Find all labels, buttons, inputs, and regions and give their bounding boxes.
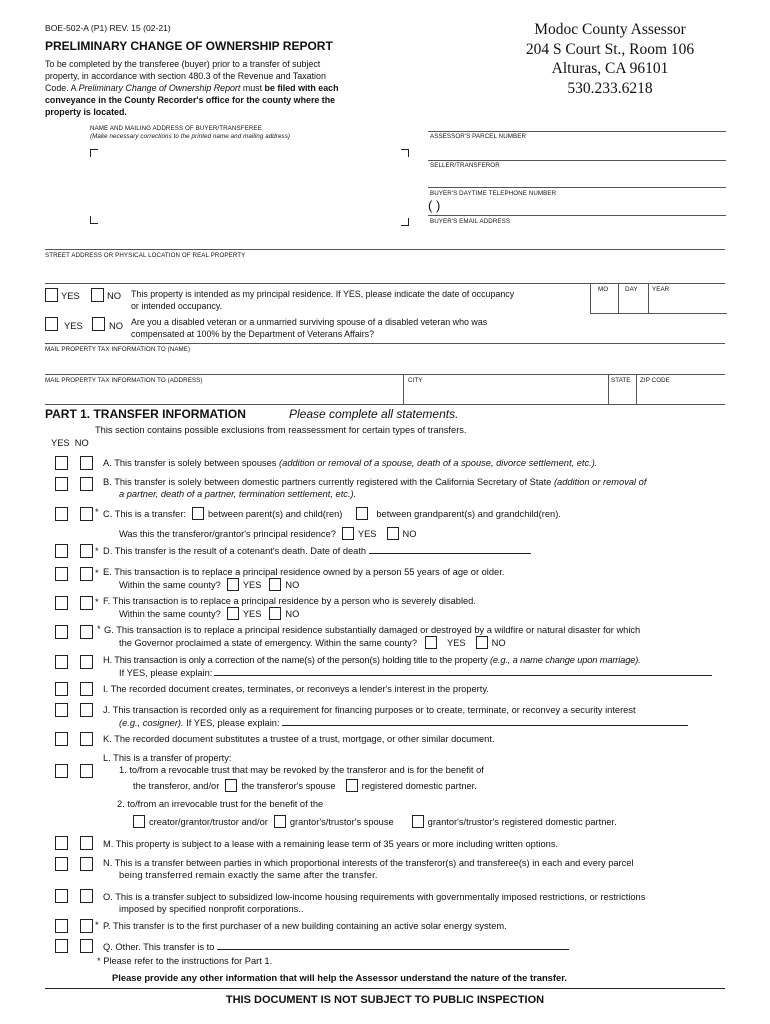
city-label: CITY [408, 377, 423, 384]
occupancy-year-field[interactable] [649, 293, 725, 311]
l2-creator-checkbox[interactable] [133, 815, 145, 828]
item-o: O. This is a transfer subject to subsidized low-income housing requirements with governmentally imposed restrictions, or restrictions imposed by specified nonprofit corporations.. [103, 892, 646, 914]
item-p-no-checkbox[interactable] [80, 919, 93, 933]
item-f-county-yes-checkbox[interactable] [227, 607, 239, 620]
item-p-yes-checkbox[interactable] [55, 919, 68, 933]
form-id: BOE-502-A (P1) REV. 15 (02-21) [45, 23, 171, 33]
parcel-label: ASSESSOR'S PARCEL NUMBER [430, 133, 527, 140]
assessor-city: Alturas, CA 96101 [551, 60, 669, 77]
footer-notice: THIS DOCUMENT IS NOT SUBJECT TO PUBLIC INSPECTION [225, 994, 545, 1006]
item-j-yes-checkbox[interactable] [55, 703, 68, 717]
item-l-no-checkbox[interactable] [80, 764, 93, 778]
item-i-yes-checkbox[interactable] [55, 682, 68, 696]
item-j: J. This transaction is recorded only as a requirement for financing purposes or to create, terminate, or reconvey a security interest (e.g., cosigner). If YES, please explain: [103, 704, 728, 729]
disabled-veteran-no-checkbox[interactable] [92, 317, 105, 331]
phone-label: BUYER'S DAYTIME TELEPHONE NUMBER [430, 190, 557, 197]
street-field[interactable] [45, 260, 725, 280]
buyer-label: NAME AND MAILING ADDRESS OF BUYER/TRANSFEREE [90, 125, 262, 132]
day-label: DAY [625, 286, 638, 293]
item-k-no-checkbox[interactable] [80, 732, 93, 746]
item-h: H. This transaction is only a correction of the name(s) of the person(s) holding title to the property (e.g., a name change upon marriage). If YES, please explain: [103, 654, 728, 679]
item-k: K. The recorded document substitutes a trustee of a trust, mortgage, or other similar document. [103, 734, 495, 744]
occupancy-day-field[interactable] [619, 293, 647, 311]
item-g-county-yes-checkbox[interactable] [425, 636, 437, 649]
mo-label: MO [598, 286, 609, 293]
item-f-no-checkbox[interactable] [80, 596, 93, 610]
date-of-death-field[interactable] [369, 544, 531, 554]
l1-transferor-spouse-checkbox[interactable] [225, 779, 237, 792]
item-o-no-checkbox[interactable] [80, 889, 93, 903]
item-q-other-field[interactable] [217, 940, 569, 950]
item-n-no-checkbox[interactable] [80, 857, 93, 871]
item-b-yes-checkbox[interactable] [55, 477, 68, 491]
part1-request: Please provide any other information that will help the Assessor understand the nature of the transfer. [112, 972, 567, 983]
item-e-county-yes-checkbox[interactable] [227, 578, 239, 591]
mail-zip-field[interactable] [638, 386, 726, 402]
item-o-yes-checkbox[interactable] [55, 889, 68, 903]
item-e-yes-checkbox[interactable] [55, 567, 68, 581]
seller-label: SELLER/TRANSFEROR [430, 162, 500, 169]
item-c-no-checkbox[interactable] [80, 507, 93, 521]
item-g-star: * [97, 624, 101, 634]
principal-residence-question: This property is intended as my principal residence. If YES, please indicate the date of occupancy or intended occupancy. [131, 289, 515, 311]
item-c-yes-checkbox[interactable] [55, 507, 68, 521]
principal-residence-no-checkbox[interactable] [91, 288, 104, 302]
item-d-no-checkbox[interactable] [80, 544, 93, 558]
form-intro: To be completed by the transferee (buyer) prior to a transfer of subject property, in accordance with section 480.3 of the Revenue and Taxation Code. A Preliminary Change of Ownership Report must be filed with each conveyance in the County Recorder's office for the county where the property is located. [45, 59, 339, 117]
item-p: P. This transfer is to the first purchaser of a new building containing an active solar energy system. [103, 921, 507, 931]
part1-subheading: Please complete all statements. [289, 407, 459, 421]
assessor-phone: 530.233.6218 [567, 79, 653, 97]
email-field[interactable] [428, 227, 726, 241]
yes-no-header: YES NO [51, 438, 89, 448]
item-g-no-checkbox[interactable] [80, 625, 93, 639]
yes-label: YES [64, 320, 83, 331]
item-c-residence-yes-checkbox[interactable] [342, 527, 354, 540]
item-f-yes-checkbox[interactable] [55, 596, 68, 610]
item-l1-options: the transferor, and/or the transferor's spouse registered domestic partner. [133, 781, 477, 791]
item-j-no-checkbox[interactable] [80, 703, 93, 717]
item-m-yes-checkbox[interactable] [55, 836, 68, 850]
parent-child-checkbox[interactable] [192, 507, 204, 520]
item-f-county-no-checkbox[interactable] [269, 607, 281, 620]
email-label: BUYER'S EMAIL ADDRESS [430, 218, 511, 225]
item-h-no-checkbox[interactable] [80, 655, 93, 669]
item-f: F. This transaction is to replace a principal residence by a person who is severely disabled. Within the same county? YES NO [103, 596, 476, 619]
disabled-veteran-question: Are you a disabled veteran or a unmarried surviving spouse of a disabled veteran who was compensated at 100% by the Department of Veterans Affairs? [131, 317, 488, 339]
assessor-street: 204 S Court St., Room 106 [525, 40, 695, 58]
item-e-no-checkbox[interactable] [80, 567, 93, 581]
item-l: L. This is a transfer of property: 1. to/from a revocable trust that may be revoked by the transferor and is for the benefit of [103, 753, 484, 775]
item-n-yes-checkbox[interactable] [55, 857, 68, 871]
mail-name-label: MAIL PROPERTY TAX INFORMATION TO (NAME) [45, 346, 191, 353]
part1-heading: PART 1. TRANSFER INFORMATION [45, 407, 246, 421]
item-f-star: * [95, 597, 99, 607]
item-g-county-no-checkbox[interactable] [476, 636, 488, 649]
item-b: B. This transfer is solely between domestic partners currently registered with the California Secretary of State (addition or removal of a partner, death of a partner, termination settlement, etc.). [103, 477, 647, 499]
mail-name-field[interactable] [45, 354, 725, 372]
item-a-no-checkbox[interactable] [80, 456, 93, 470]
item-q: Q. Other. This transfer is to [103, 940, 728, 953]
item-c-star: * [95, 507, 99, 517]
item-l2-line: 2. to/from an irrevocable trust for the benefit of the [117, 799, 324, 809]
item-q-no-checkbox[interactable] [80, 939, 93, 953]
item-d-star: * [95, 546, 99, 556]
buyer-note: (Make necessary corrections to the printed name and mailing address) [90, 133, 291, 140]
mail-state-field[interactable] [610, 386, 634, 402]
item-i-no-checkbox[interactable] [80, 682, 93, 696]
item-e-star: * [95, 568, 99, 578]
item-h-yes-checkbox[interactable] [55, 655, 68, 669]
address-corner-tr [401, 149, 409, 157]
parcel-number-field[interactable] [428, 142, 726, 158]
item-d-yes-checkbox[interactable] [55, 544, 68, 558]
item-a-yes-checkbox[interactable] [55, 456, 68, 470]
item-m: M. This property is subject to a lease with a remaining lease term of 35 years or more including written options. [103, 839, 559, 849]
no-label: NO [107, 290, 122, 301]
item-c: C. This is a transfer: between parent(s) and child(ren) between grandparent(s) and grandchild(ren). [103, 509, 561, 519]
phone-field[interactable]: ( ) [428, 198, 441, 213]
item-a: A. This transfer is solely between spouses (addition or removal of a spouse, death of a spouse, divorce settlement, etc.). [103, 458, 598, 468]
address-corner-bl [90, 216, 98, 224]
assessor-contact [510, 20, 710, 98]
l2-domestic-partner-checkbox[interactable] [412, 815, 424, 828]
zip-label: ZIP CODE [640, 377, 670, 384]
year-label: YEAR [652, 286, 670, 293]
occupancy-month-field[interactable] [591, 293, 617, 311]
item-e: E. This transaction is to replace a principal residence owned by a person 55 years of age or older. Within the same county? YES NO [103, 567, 505, 590]
no-label: NO [109, 320, 124, 331]
l2-spouse-checkbox[interactable] [274, 815, 286, 828]
item-d: D. This transfer is the result of a cotenant's death. Date of death [103, 544, 728, 557]
item-b-no-checkbox[interactable] [80, 477, 93, 491]
grandparent-checkbox[interactable] [356, 507, 368, 520]
item-e-county-no-checkbox[interactable] [269, 578, 281, 591]
form-title: PRELIMINARY CHANGE OF OWNERSHIP REPORT [45, 39, 333, 53]
principal-residence-yes-checkbox[interactable] [45, 288, 58, 302]
item-h-explain-field[interactable] [214, 666, 712, 676]
address-corner-br [401, 218, 409, 226]
item-m-no-checkbox[interactable] [80, 836, 93, 850]
item-n: N. This is a transfer between parties in which proportional interests of the transferor(s) and transferee(s) in each and every parcel being transferred remain exactly the same after the transfer. [103, 858, 634, 880]
address-corner-tl [90, 149, 98, 157]
part1-footnote: * Please refer to the instructions for Part 1. [97, 956, 273, 966]
mail-city-field[interactable] [405, 386, 606, 402]
item-g-yes-checkbox[interactable] [55, 625, 68, 639]
seller-field[interactable] [428, 171, 726, 185]
item-j-explain-field[interactable] [282, 716, 688, 726]
item-c-sub: Was this the transferor/grantor's principal residence? YES NO [119, 529, 417, 539]
item-l2-options: creator/grantor/trustor and/or grantor's/trustor's spouse grantor's/trustor's registered domestic partner. [133, 815, 617, 828]
occupancy-date-box [590, 283, 727, 314]
street-label: STREET ADDRESS OR PHYSICAL LOCATION OF REAL PROPERTY [45, 252, 246, 259]
item-g: G. This transaction is to replace a principal residence substantially damaged or destroyed by a wildfire or natural disaster for which the Governor proclaimed a state of emergency. Within the same county? YES NO [104, 625, 641, 648]
assessor-name: Modoc County Assessor [534, 21, 686, 38]
mail-address-label: MAIL PROPERTY TAX INFORMATION TO (ADDRESS) [45, 377, 203, 384]
item-l-yes-checkbox[interactable] [55, 764, 68, 778]
mail-address-field[interactable] [45, 386, 401, 402]
buyer-address-field[interactable] [100, 150, 398, 220]
part1-intro: This section contains possible exclusions from reassessment for certain types of transfers. [95, 425, 467, 435]
item-c-residence-no-checkbox[interactable] [387, 527, 399, 540]
l1-domestic-partner-checkbox[interactable] [346, 779, 358, 792]
item-i: I. The recorded document creates, terminates, or reconveys a lender's interest in the property. [103, 684, 489, 694]
disabled-veteran-yes-checkbox[interactable] [45, 317, 58, 331]
item-k-yes-checkbox[interactable] [55, 732, 68, 746]
yes-label: YES [61, 290, 80, 301]
item-q-yes-checkbox[interactable] [55, 939, 68, 953]
item-p-star: * [95, 920, 99, 930]
state-label: STATE [611, 377, 631, 384]
